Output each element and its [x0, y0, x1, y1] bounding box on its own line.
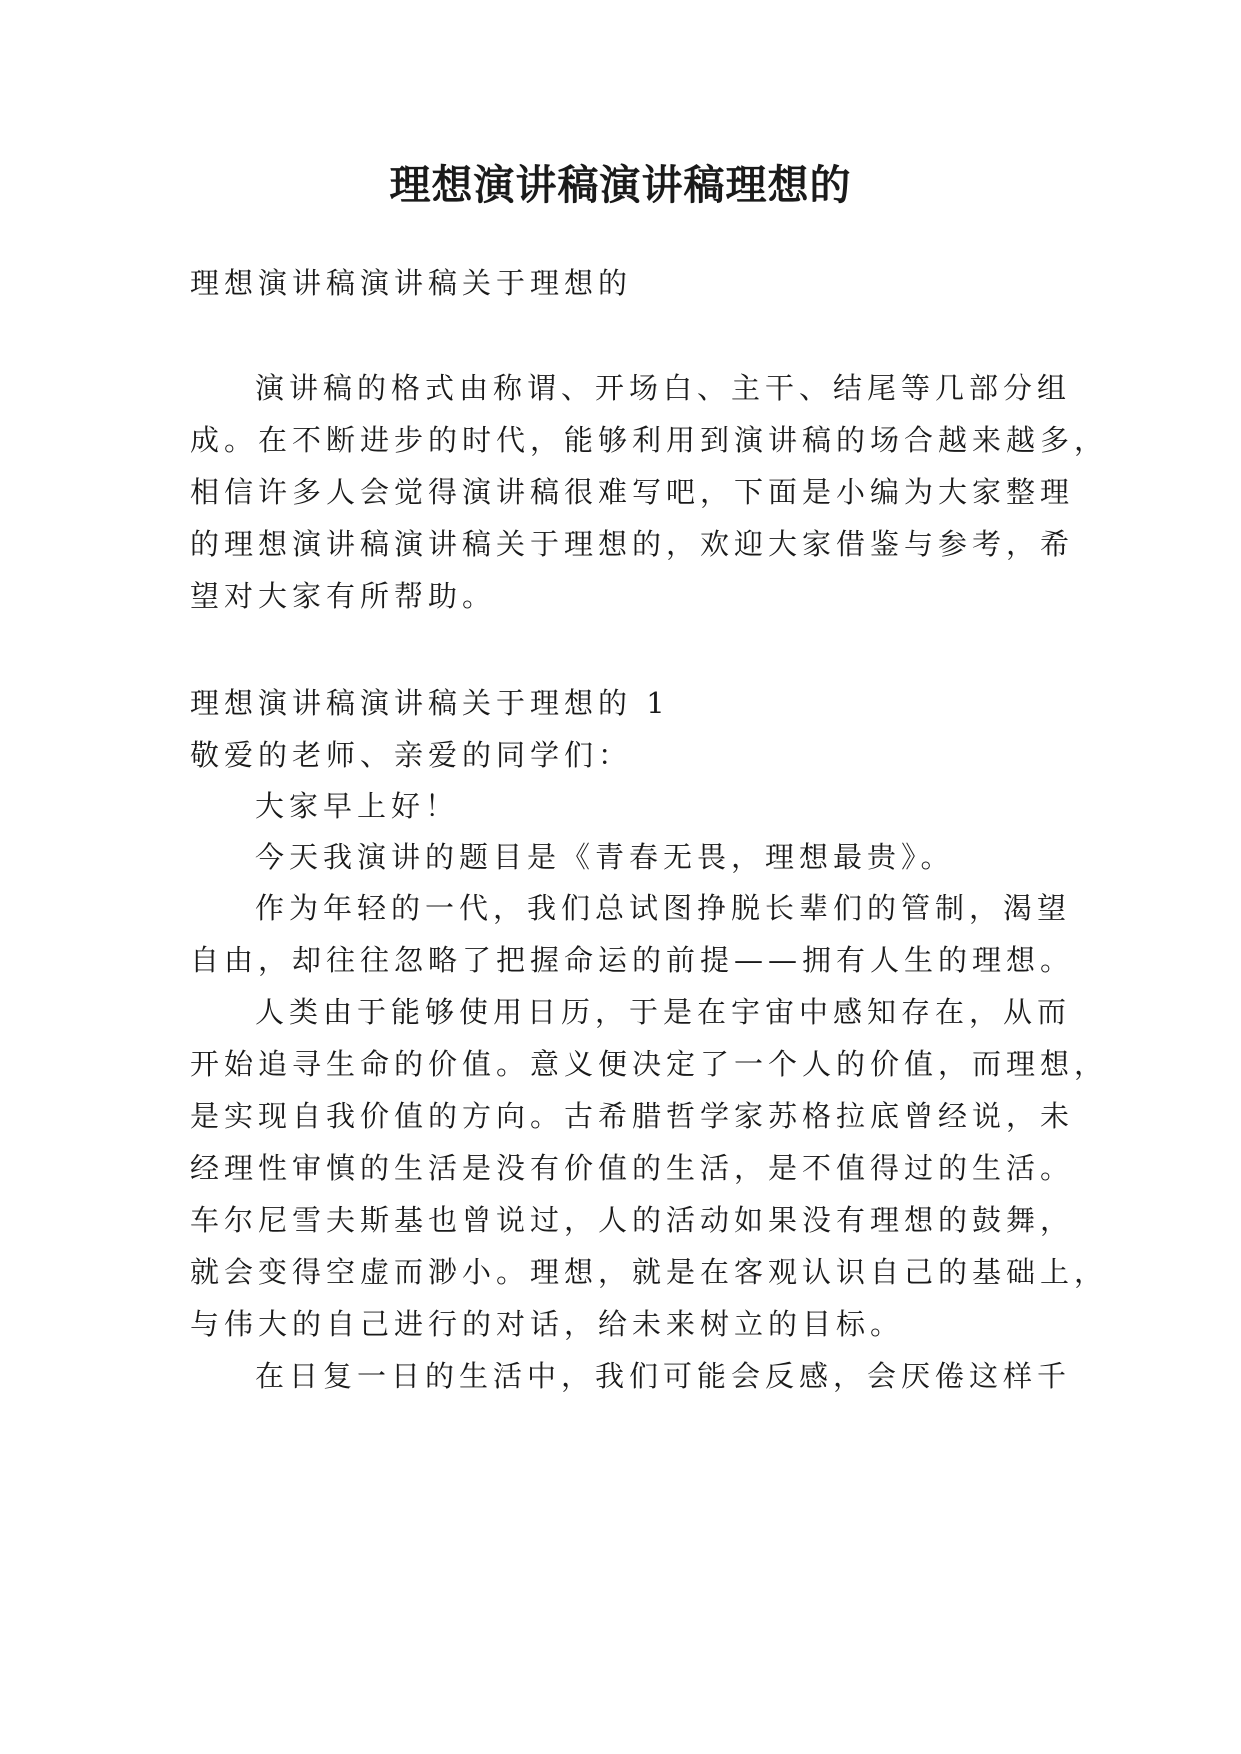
intro-line: 相信许多人会觉得演讲稿很难写吧，下面是小编为大家整理	[190, 475, 1075, 509]
paragraph-line: 经理性审慎的生活是没有价值的生活，是不值得过的生活。	[190, 1151, 1075, 1185]
paragraph-line: 开始追寻生命的价值。意义便决定了一个人的价值，而理想，	[190, 1047, 1109, 1081]
paragraph-line: 车尔尼雪夫斯基也曾说过，人的活动如果没有理想的鼓舞，	[190, 1203, 1075, 1237]
section-heading: 理想演讲稿演讲稿关于理想的 1	[190, 686, 670, 720]
intro-line: 演讲稿的格式由称谓、开场白、主干、结尾等几部分组	[255, 371, 1072, 405]
intro-line: 望对大家有所帮助。	[190, 579, 497, 613]
paragraph-line: 自由，却往往忽略了把握命运的前提——拥有人生的理想。	[190, 943, 1075, 977]
paragraph-line: 与伟大的自己进行的对话，给未来树立的目标。	[190, 1307, 905, 1341]
document-title: 理想演讲稿演讲稿理想的	[389, 161, 852, 209]
intro-line: 的理想演讲稿演讲稿关于理想的，欢迎大家借鉴与参考，希	[190, 527, 1075, 561]
paragraph-line: 在日复一日的生活中，我们可能会反感，会厌倦这样千	[255, 1359, 1072, 1393]
greeting: 大家早上好！	[255, 789, 460, 823]
paragraph-line: 人类由于能够使用日历，于是在宇宙中感知存在，从而	[255, 995, 1072, 1029]
intro-line: 成。在不断进步的时代，能够利用到演讲稿的场合越来越多，	[190, 423, 1109, 457]
paragraph-line: 作为年轻的一代，我们总试图挣脱长辈们的管制，渴望	[255, 891, 1072, 925]
salutation: 敬爱的老师、亲爱的同学们：	[190, 738, 633, 772]
speech-topic: 今天我演讲的题目是《青春无畏，理想最贵》。	[255, 840, 955, 874]
document-subtitle: 理想演讲稿演讲稿关于理想的	[190, 266, 633, 300]
paragraph-line: 是实现自我价值的方向。古希腊哲学家苏格拉底曾经说，未	[190, 1099, 1075, 1133]
paragraph-line: 就会变得空虚而渺小。理想，就是在客观认识自己的基础上，	[190, 1255, 1109, 1289]
